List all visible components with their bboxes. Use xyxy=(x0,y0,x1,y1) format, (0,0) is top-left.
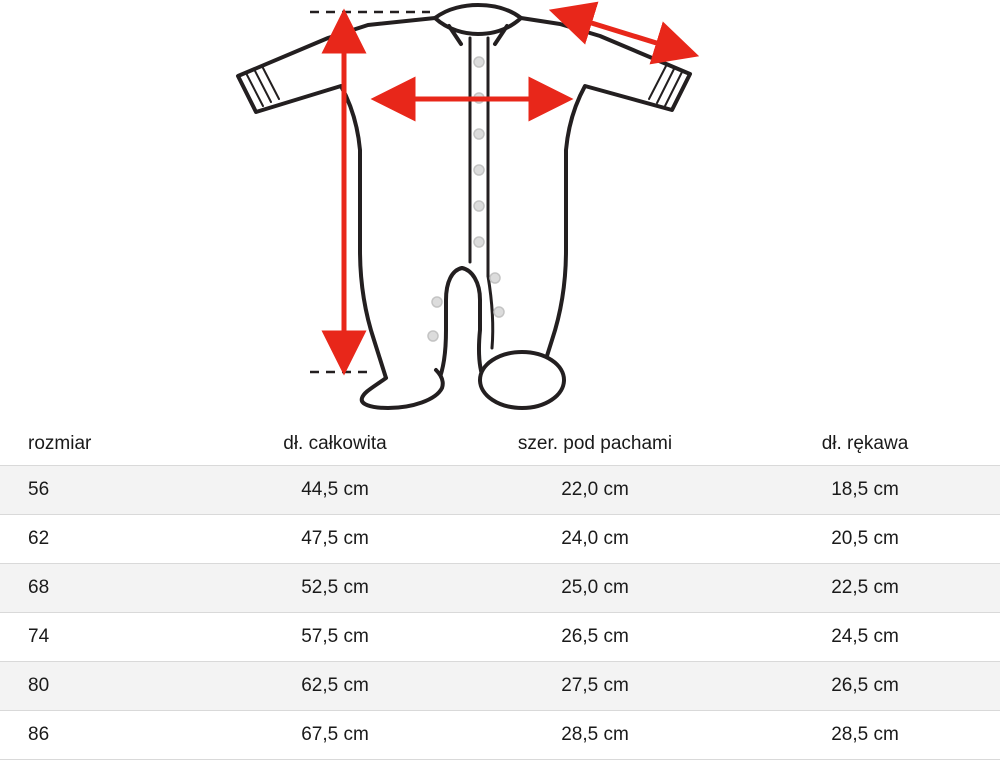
cell-underarm-width: 25,0 cm xyxy=(460,564,730,613)
cell-size: 62 xyxy=(0,515,210,564)
cell-underarm-width: 22,0 cm xyxy=(460,466,730,515)
cell-underarm-width: 24,0 cm xyxy=(460,515,730,564)
cell-sleeve-length: 24,5 cm xyxy=(730,613,1000,662)
column-header-sleeve-length: dł. rękawa xyxy=(730,425,1000,466)
cell-sleeve-length: 22,5 cm xyxy=(730,564,1000,613)
cell-total-length: 62,5 cm xyxy=(210,662,460,711)
table-row xyxy=(0,466,1000,515)
table-row xyxy=(0,564,1000,613)
cell-total-length: 47,5 cm xyxy=(210,515,460,564)
table-row xyxy=(0,515,1000,564)
column-header-underarm-width: szer. pod pachami xyxy=(460,425,730,466)
cell-sleeve-length: 20,5 cm xyxy=(730,515,1000,564)
cell-size: 68 xyxy=(0,564,210,613)
cell-total-length: 44,5 cm xyxy=(210,466,460,515)
cell-total-length: 67,5 cm xyxy=(210,711,460,760)
table-row xyxy=(0,613,1000,662)
table-row xyxy=(0,662,1000,711)
size-table-container xyxy=(0,425,1000,760)
cell-sleeve-length: 18,5 cm xyxy=(730,466,1000,515)
cell-total-length: 52,5 cm xyxy=(210,564,460,613)
cell-size: 80 xyxy=(0,662,210,711)
table-row xyxy=(0,711,1000,760)
cell-underarm-width: 28,5 cm xyxy=(460,711,730,760)
column-header-size: rozmiar xyxy=(0,425,210,466)
cell-sleeve-length: 28,5 cm xyxy=(730,711,1000,760)
cell-size: 74 xyxy=(0,613,210,662)
romper-outline xyxy=(238,5,690,408)
cell-sleeve-length: 26,5 cm xyxy=(730,662,1000,711)
cell-total-length: 57,5 cm xyxy=(210,613,460,662)
cell-underarm-width: 26,5 cm xyxy=(460,613,730,662)
cell-size: 56 xyxy=(0,466,210,515)
table-header-row xyxy=(0,425,1000,466)
column-header-total-length: dł. całkowita xyxy=(210,425,460,466)
cell-underarm-width: 27,5 cm xyxy=(460,662,730,711)
size-table xyxy=(0,425,1000,760)
cell-size: 86 xyxy=(0,711,210,760)
